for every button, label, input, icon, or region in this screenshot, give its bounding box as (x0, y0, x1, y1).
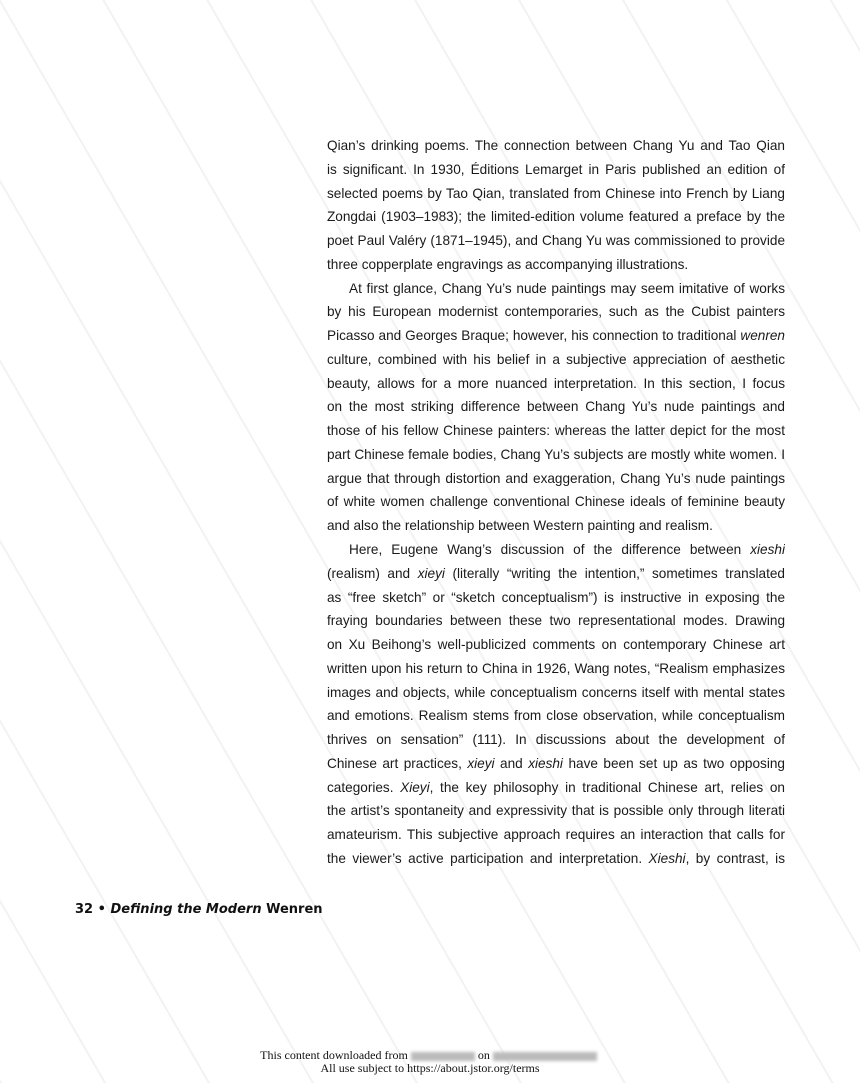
italic-term: xieshi (750, 542, 785, 558)
text-segment: images and objects, while conceptualism concerns itself with mental states (327, 684, 785, 700)
text-segment: the viewer’s active participation and interpretation. (327, 850, 649, 866)
text-line (327, 514, 785, 538)
text-segment: At first glance, Chang Yu’s nude paintings may seem imitative of works (349, 280, 785, 296)
book-title-italic: Defining the Modern (110, 902, 262, 917)
text-segment: Zongdai (1903–1983); the limited-edition volume featured a preface by the (327, 209, 785, 225)
text-line (327, 728, 785, 752)
text-segment: , the key philosophy in traditional Chinese art, relies on (429, 779, 785, 795)
text-line (327, 443, 785, 467)
text-segment: selected poems by Tao Qian, translated from Chinese into French by Liang (327, 185, 785, 201)
text-line (327, 324, 785, 348)
redacted-ip (411, 1052, 475, 1061)
text-segment: those of his fellow Chinese painters: whereas the latter depict for the most (327, 423, 785, 439)
text-line (327, 776, 785, 800)
text-segment: fraying boundaries between these two representational modes. Drawing (327, 613, 785, 629)
text-line (327, 348, 785, 372)
text-segment: (realism) and (327, 565, 418, 581)
text-line (327, 158, 785, 182)
text-line (327, 633, 785, 657)
jstor-notice (0, 1049, 860, 1075)
text-segment: part Chinese female bodies, Chang Yu’s subjects are mostly white women. I (327, 446, 785, 462)
text-line (327, 704, 785, 728)
text-line (327, 372, 785, 396)
text-segment: , by contrast, is (685, 850, 785, 866)
text-line (327, 562, 785, 586)
text-segment: and also the relationship between Western painting and realism. (327, 518, 713, 534)
text-line (327, 467, 785, 491)
text-segment: thrives on sensation” (111). In discussions about the development of (327, 732, 785, 748)
terms-text: All use subject to https://about.jstor.org/terms (320, 1061, 540, 1075)
running-footer (75, 902, 323, 917)
text-line (327, 823, 785, 847)
text-segment: Chinese art practices, (327, 755, 468, 771)
text-segment: is significant. In 1930, Éditions Lemarget in Paris published an edition of (327, 161, 785, 177)
text-line (327, 277, 785, 301)
book-title-roman: Wenren (261, 902, 323, 917)
text-line (327, 681, 785, 705)
text-line (327, 229, 785, 253)
text-line (327, 847, 785, 871)
text-segment: and emotions. Realism stems from close observation, while conceptualism (327, 708, 785, 724)
text-segment: and (494, 755, 529, 771)
text-segment: written upon his return to China in 1926, Wang notes, “Realism emphasizes (327, 660, 785, 676)
text-segment: argue that through distortion and exaggeration, Chang Yu’s nude paintings (327, 470, 785, 486)
text-line (327, 609, 785, 633)
text-line (327, 752, 785, 776)
italic-term: xieyi (417, 565, 445, 581)
text-segment: on Xu Beihong’s well-publicized comments on contemporary Chinese art (327, 637, 785, 653)
download-text: This content downloaded from (260, 1048, 408, 1062)
italic-term: Xieshi (648, 850, 686, 866)
text-segment: poet Paul Valéry (1871–1945), and Chang Yu was commissioned to provide (327, 233, 785, 249)
text-segment: have been set up as two opposing (562, 755, 785, 771)
text-line (327, 134, 785, 158)
text-segment: by his European modernist contemporaries, such as the Cubist painters (327, 304, 785, 320)
italic-term: wenren (740, 328, 785, 344)
text-line (327, 657, 785, 681)
page-number: 32 (75, 902, 94, 917)
text-line (327, 182, 785, 206)
text-line (327, 253, 785, 277)
text-segment: of white women challenge conventional Chinese ideals of feminine beauty (327, 494, 785, 510)
text-segment: categories. (327, 779, 401, 795)
text-segment: Here, Eugene Wang’s discussion of the difference between (349, 542, 751, 558)
text-segment: Qian’s drinking poems. The connection between Chang Yu and Tao Qian (327, 138, 785, 153)
text-line (327, 799, 785, 823)
text-segment: as “free sketch” or “sketch conceptualism”) is instructive in exposing the (327, 589, 785, 605)
text-line (327, 419, 785, 443)
italic-term: Xieyi (400, 779, 430, 795)
text-segment: culture, combined with his belief in a subjective appreciation of aesthetic (327, 351, 785, 367)
text-line (327, 490, 785, 514)
text-line (327, 205, 785, 229)
text-line (327, 538, 785, 562)
italic-term: xieyi (467, 755, 495, 771)
on-text: on (477, 1048, 490, 1062)
redacted-date (493, 1052, 597, 1061)
text-line (327, 300, 785, 324)
text-segment: the artist’s spontaneity and expressivity that is possible only through literati (327, 803, 785, 819)
text-segment: three copperplate engravings as accompanying illustrations. (327, 256, 689, 272)
text-line (327, 395, 785, 419)
text-segment: amateurism. This subjective approach requires an interaction that calls for (327, 827, 785, 843)
italic-term: xieshi (528, 755, 563, 771)
text-segment: (literally “writing the intention,” sometimes translated (444, 565, 785, 581)
text-segment: beauty, allows for a more nuanced interpretation. In this section, I focus (327, 375, 785, 391)
footer-bullet: • (93, 902, 111, 917)
body-text (327, 134, 785, 871)
text-segment: on the most striking difference between Chang Yu’s nude paintings and (327, 399, 785, 415)
text-line (327, 586, 785, 610)
text-segment: Picasso and Georges Braque; however, his connection to traditional (327, 328, 741, 344)
